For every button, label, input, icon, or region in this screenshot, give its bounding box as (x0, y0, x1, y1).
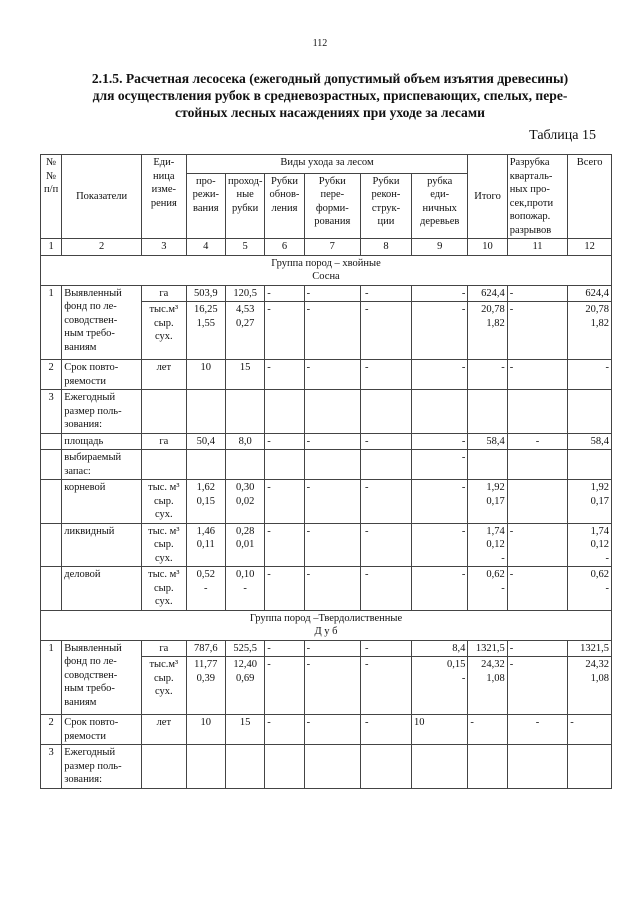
cell: 58,4 (468, 433, 507, 450)
cell: - (360, 480, 411, 524)
col-number: 5 (225, 239, 264, 256)
row-name: Ежегодный размер поль- зования: (62, 390, 142, 434)
header-grand: Всего (568, 155, 612, 239)
cell: 12,40 0,69 (225, 657, 264, 715)
cell: - (360, 285, 411, 302)
cell: 1321,5 (468, 640, 507, 657)
table-row (41, 450, 612, 480)
table-row (41, 567, 612, 611)
cell: 20,78 1,82 (468, 302, 507, 360)
cell: - (412, 360, 468, 390)
unit-cell: тыс.м³ сыр. сух. (141, 302, 186, 360)
cell: - (265, 567, 304, 611)
cell: - (265, 657, 304, 715)
cell: - (265, 302, 304, 360)
cell: 15 (225, 715, 264, 745)
cell: - (507, 640, 568, 657)
row-name: выбираемый запас: (62, 450, 142, 480)
cell: - (468, 360, 507, 390)
cell: 11,77 0,39 (186, 657, 225, 715)
cell: - (360, 640, 411, 657)
col-number: 10 (468, 239, 507, 256)
header-indicators: Показатели (62, 155, 142, 239)
cell: - (507, 523, 568, 567)
col-number: 7 (304, 239, 360, 256)
header-col9: рубка еди- ничных деревьев (412, 173, 468, 238)
cell: 624,4 (568, 285, 612, 302)
cell: - (304, 480, 360, 524)
row-name: площадь (62, 433, 142, 450)
cell: 16,25 1,55 (186, 302, 225, 360)
cell: - (507, 433, 568, 450)
cell: 1,46 0,11 (186, 523, 225, 567)
cell: 10 (412, 715, 468, 745)
cell: 1,74 0,12 - (468, 523, 507, 567)
cell: 1,92 0,17 (568, 480, 612, 524)
row-num: 3 (41, 390, 62, 434)
col-number: 6 (265, 239, 304, 256)
unit-cell: лет (141, 715, 186, 745)
cell: - (568, 715, 612, 745)
cell: - (507, 567, 568, 611)
header-col6: Рубки обнов- ления (265, 173, 304, 238)
cell: 0,52 - (186, 567, 225, 611)
unit-cell: га (141, 285, 186, 302)
cell: 0,62 - (468, 567, 507, 611)
species-title: Д у б (314, 626, 338, 637)
cell: - (568, 360, 612, 390)
cell: 503,9 (186, 285, 225, 302)
cell: - (304, 640, 360, 657)
cell: 8,0 (225, 433, 264, 450)
header-clearing: Разрубка кварталь- ных про- сек,проти вопожар. разрывов (507, 155, 568, 239)
cell: 1,74 0,12 - (568, 523, 612, 567)
cell: 1321,5 (568, 640, 612, 657)
row-num: 2 (41, 715, 62, 745)
col-number: 1 (41, 239, 62, 256)
species-title: Сосна (312, 271, 340, 282)
row-name: Ежегодный размер поль- зования: (62, 745, 142, 789)
cell: 15 (225, 360, 264, 390)
unit-cell: тыс. м³ сыр. сух. (141, 567, 186, 611)
column-numbers-row (41, 239, 612, 256)
table-row (41, 715, 612, 745)
page-number: 112 (312, 38, 328, 49)
group-title: Группа пород – хвойные (271, 257, 381, 269)
cell: - (412, 567, 468, 611)
cell (507, 480, 568, 524)
row-name: Выявленный фонд по ле- соводствен- ным требо- ваниям (62, 640, 142, 715)
cell: - (304, 360, 360, 390)
unit-cell: лет (141, 360, 186, 390)
section-title (70, 70, 590, 121)
cell: 525,5 (225, 640, 264, 657)
row-name: Срок повто- ряемости (62, 360, 142, 390)
cell: - (507, 302, 568, 360)
cell: 1,92 0,17 (468, 480, 507, 524)
cell: 1,62 0,15 (186, 480, 225, 524)
cell: - (265, 640, 304, 657)
col-number: 3 (141, 239, 186, 256)
title-line-1: 2.1.5. Расчетная лесосека (ежегодный допустимый объем изъятия древесины) (91, 71, 569, 86)
table-row (41, 640, 612, 657)
row-num: 1 (41, 285, 62, 360)
cell: 24,32 1,08 (468, 657, 507, 715)
col-number: 2 (62, 239, 142, 256)
cell: - (304, 302, 360, 360)
cell: - (265, 480, 304, 524)
cell: - (304, 567, 360, 611)
table-row (41, 360, 612, 390)
cell: - (265, 360, 304, 390)
cell: - (412, 285, 468, 302)
unit-cell: га (141, 640, 186, 657)
cell: 58,4 (568, 433, 612, 450)
cell: - (507, 360, 568, 390)
cell: 8,4 (412, 640, 468, 657)
row-name: корневой (62, 480, 142, 524)
row-num: 3 (41, 745, 62, 789)
cell: - (507, 657, 568, 715)
cell: 10 (186, 715, 225, 745)
cell: - (360, 715, 411, 745)
cell: - (412, 433, 468, 450)
group-header-row (41, 255, 612, 285)
title-line-3: стойных лесных насаждениях при уходе за лесами (175, 105, 485, 120)
cell: 20,78 1,82 (568, 302, 612, 360)
title-line-2: для осуществления рубок в средневозрастных, приспевающих, спелых, пере- (92, 88, 568, 103)
row-name: деловой (62, 567, 142, 611)
header-col4: про- режи- вания (186, 173, 225, 238)
col-number: 12 (568, 239, 612, 256)
header-col7: Рубки пере- форми- рования (304, 173, 360, 238)
col-number: 11 (507, 239, 568, 256)
row-num: 2 (41, 360, 62, 390)
unit-cell: га (141, 433, 186, 450)
col-number: 8 (360, 239, 411, 256)
cell: 787,6 (186, 640, 225, 657)
cell: - (360, 302, 411, 360)
table-row (41, 433, 612, 450)
cell: - (265, 523, 304, 567)
table-label: Таблица 15 (529, 128, 596, 143)
table-row (41, 285, 612, 302)
cell: 50,4 (186, 433, 225, 450)
cell: - (360, 523, 411, 567)
cell: - (265, 715, 304, 745)
header-num: № № п/п (41, 155, 62, 239)
header-total: Итого (468, 155, 507, 239)
table-row (41, 745, 612, 789)
header-unit: Еди- ница изме- рения (141, 155, 186, 239)
cell: 0,62 - (568, 567, 612, 611)
cell: 24,32 1,08 (568, 657, 612, 715)
col-number: 4 (186, 239, 225, 256)
cell: - (468, 715, 507, 745)
cell: - (412, 450, 468, 480)
cell: 4,53 0,27 (225, 302, 264, 360)
row-name: Срок повто- ряемости (62, 715, 142, 745)
cell: - (360, 433, 411, 450)
cell: - (360, 360, 411, 390)
table-row (41, 523, 612, 567)
header-col8: Рубки рекон- струк- ции (360, 173, 411, 238)
group-title: Группа пород –Твердолиственные (249, 612, 403, 624)
cell: 120,5 (225, 285, 264, 302)
cell: - (265, 285, 304, 302)
table-row (41, 390, 612, 434)
unit-cell: тыс. м³ сыр. сух. (141, 480, 186, 524)
row-name: ликвидный (62, 523, 142, 567)
cell: 0,15 - (412, 657, 468, 715)
cell: - (304, 433, 360, 450)
row-num: 1 (41, 640, 62, 715)
cell: - (360, 567, 411, 611)
header-row (41, 155, 612, 174)
cell: 624,4 (468, 285, 507, 302)
cell: - (304, 715, 360, 745)
cell: - (265, 433, 304, 450)
cell: 10 (186, 360, 225, 390)
header-care-types: Виды ухода за лесом (186, 155, 468, 174)
unit-cell: тыс.м³ сыр. сух. (141, 657, 186, 715)
cell: - (304, 657, 360, 715)
cell: 0,28 0,01 (225, 523, 264, 567)
forest-care-table (40, 154, 612, 789)
col-number: 9 (412, 239, 468, 256)
cell: - (412, 302, 468, 360)
cell: - (304, 523, 360, 567)
header-col5: проход- ные рубки (225, 173, 264, 238)
cell: - (304, 285, 360, 302)
cell: - (412, 523, 468, 567)
group-header-row (41, 610, 612, 640)
cell: 0,10 - (225, 567, 264, 611)
cell: - (507, 285, 568, 302)
unit-cell: тыс. м³ сыр. сух. (141, 523, 186, 567)
cell: - (507, 715, 568, 745)
table-row (41, 480, 612, 524)
cell: - (412, 480, 468, 524)
cell: 0,30 0,02 (225, 480, 264, 524)
cell: - (360, 657, 411, 715)
row-name: Выявленный фонд по ле- соводствен- ным требо- ваниям (62, 285, 142, 360)
